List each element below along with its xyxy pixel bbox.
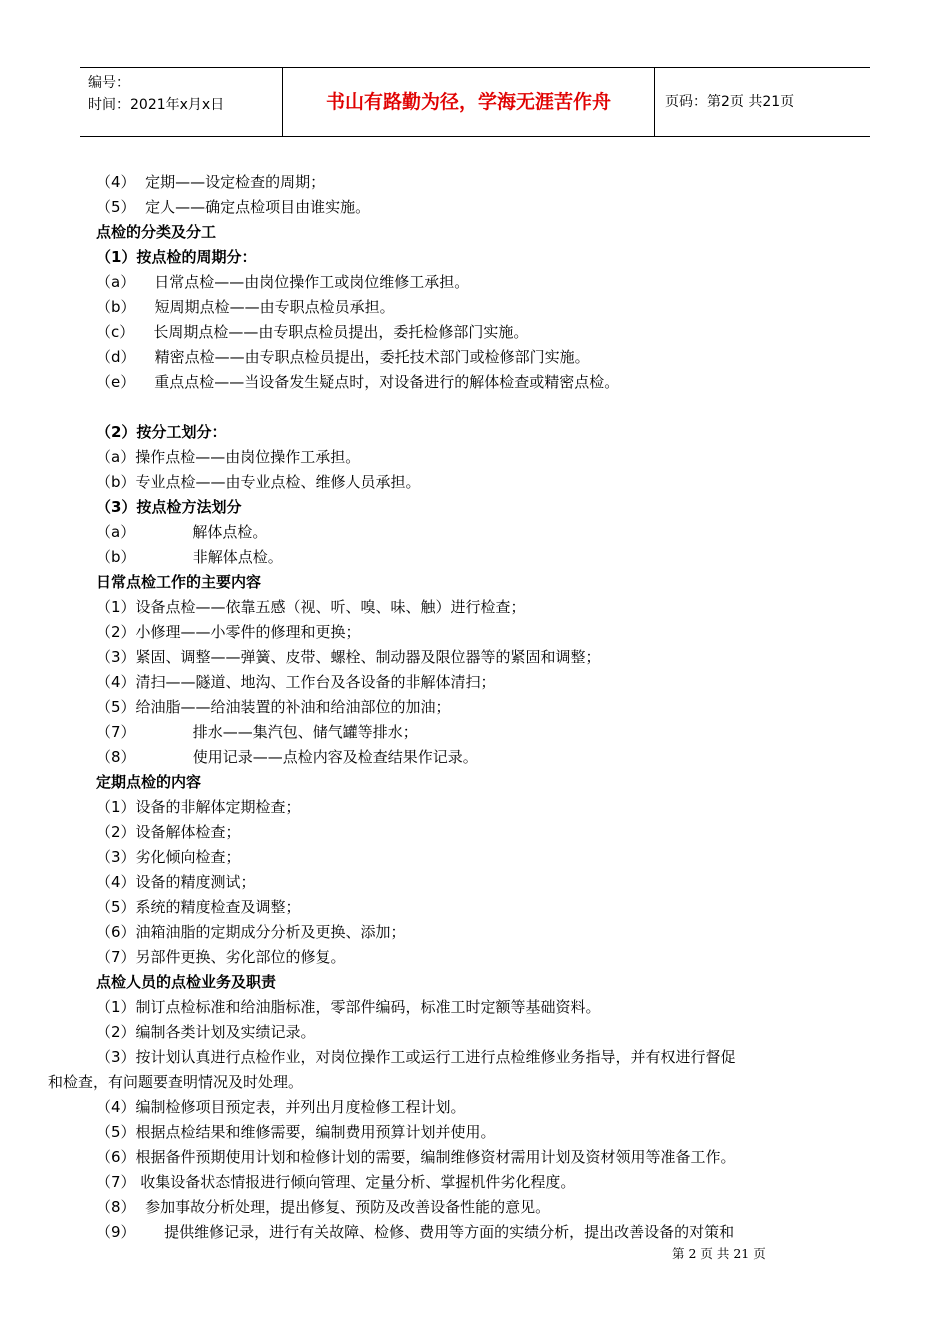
section-heading: （1）按点检的周期分：	[96, 248, 257, 266]
text-line: （1）设备点检——依靠五感（视、听、嗅、味、触）进行检查；	[96, 598, 526, 616]
text-line: （2）编制各类计划及实绩记录。	[96, 1023, 316, 1041]
text-line: （a）操作点检——由岗位操作工承担。	[96, 448, 361, 466]
header-info	[80, 68, 283, 136]
page-footer: 第 2 页 共 21 页	[672, 1246, 766, 1261]
text-line: （3）劣化倾向检查；	[96, 848, 241, 866]
text-line: （b）专业点检——由专业点检、维修人员承担。	[96, 473, 421, 491]
text-line: （9） 提供维修记录，进行有关故障、检修、费用等方面的实绩分析，提出改善设备的对策和	[96, 1223, 735, 1241]
text-line: （1）设备的非解体定期检查；	[96, 798, 301, 816]
text-line: （7） 收集设备状态情报进行倾向管理、定量分析、掌握机件劣化程度。	[96, 1173, 576, 1191]
section-heading: （2）按分工划分：	[96, 423, 227, 441]
text-line: （4） 定期——设定检查的周期；	[96, 173, 326, 191]
text-line: （5） 定人——确定点检项目由谁实施。	[96, 198, 371, 216]
text-line: （b） 短周期点检——由专职点检员承担。	[96, 298, 395, 316]
text-line: （6）根据备件预期使用计划和检修计划的需要，编制维修资材需用计划及资材领用等准备工作。	[96, 1148, 736, 1166]
text-line: （3）按计划认真进行点检作业，对岗位操作工或运行工进行点检维修业务指导，并有权进行督促	[96, 1048, 736, 1066]
text-line: （7） 排水——集汽包、储气罐等排水；	[96, 723, 418, 741]
text-line: （2）设备解体检查；	[96, 823, 241, 841]
text-line: （5）给油脂——给油装置的补油和给油部位的加油；	[96, 698, 451, 716]
text-line: （a） 日常点检——由岗位操作工或岗位维修工承担。	[96, 273, 470, 291]
header-page-code: 页码：第2页 共21页	[665, 94, 795, 110]
text-line: 和检查，有问题要查明情况及时处理。	[48, 1073, 304, 1091]
header-motto: 书山有路勤为径，学海无涯苦作舟	[283, 68, 655, 136]
page-header	[80, 67, 870, 137]
text-line: （4）设备的精度测试；	[96, 873, 256, 891]
section-heading: 点检人员的点检业务及职责	[96, 973, 277, 991]
time-label: 时间：2021年x月x日	[88, 97, 225, 113]
text-line: （6）油箱油脂的定期成分分析及更换、添加；	[96, 923, 406, 941]
text-line: （8） 参加事故分析处理，提出修复、预防及改善设备性能的意见。	[96, 1198, 551, 1216]
text-line: （d） 精密点检——由专职点检员提出，委托技术部门或检修部门实施。	[96, 348, 590, 366]
text-line: （b） 非解体点检。	[96, 548, 283, 566]
section-heading: 日常点检工作的主要内容	[96, 573, 262, 591]
text-line: （5）系统的精度检查及调整；	[96, 898, 301, 916]
text-line: （8） 使用记录——点检内容及检查结果作记录。	[96, 748, 478, 766]
section-heading: 点检的分类及分工	[96, 223, 217, 241]
text-line: （7）另部件更换、劣化部位的修复。	[96, 948, 346, 966]
text-line: （1）制订点检标准和给油脂标准，零部件编码，标准工时定额等基础资料。	[96, 998, 601, 1016]
section-heading: （3）按点检方法划分	[96, 498, 242, 516]
text-line: （a） 解体点检。	[96, 523, 268, 541]
section-heading: 定期点检的内容	[96, 773, 202, 791]
text-line: （2）小修理——小零件的修理和更换；	[96, 623, 361, 641]
document-body	[48, 170, 906, 1245]
text-line: （3）紧固、调整——弹簧、皮带、螺栓、制动器及限位器等的紧固和调整；	[96, 648, 601, 666]
text-line: （c） 长周期点检——由专职点检员提出，委托检修部门实施。	[96, 323, 529, 341]
text-line	[96, 395, 906, 420]
number-label: 编号：	[88, 75, 130, 91]
text-line: （e） 重点点检——当设备发生疑点时，对设备进行的解体检查或精密点检。	[96, 373, 620, 391]
text-line: （4）编制检修项目预定表，并列出月度检修工程计划。	[96, 1098, 466, 1116]
text-line: （5）根据点检结果和维修需要，编制费用预算计划并使用。	[96, 1123, 496, 1141]
text-line: （4）清扫——隧道、地沟、工作台及各设备的非解体清扫；	[96, 673, 496, 691]
